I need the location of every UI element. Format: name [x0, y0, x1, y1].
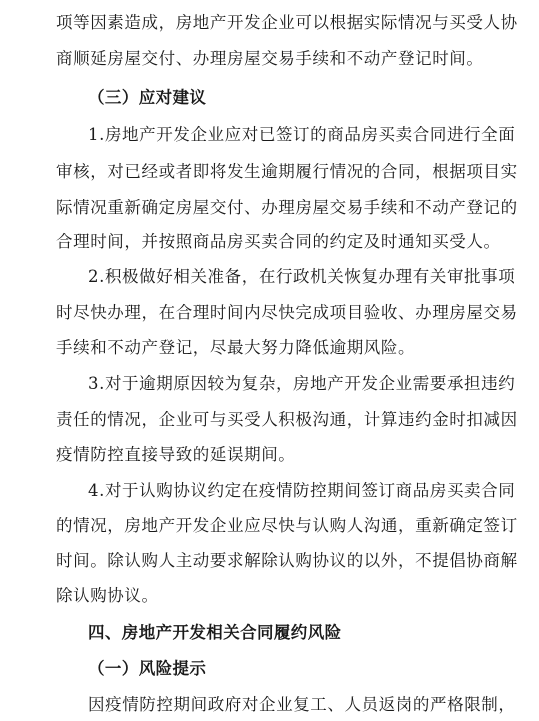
- section-heading: （三）应对建议: [88, 88, 207, 107]
- text-line: 3.对于逾期原因较为复杂，房地产开发企业需要承担违约: [88, 374, 516, 393]
- text-line: 手续和不动产登记，尽最大努力降低逾期风险。: [56, 338, 416, 357]
- text-line: 疫情防控直接导致的延误期间。: [56, 445, 296, 464]
- text-line: 的情况，房地产开发企业应尽快与认购人沟通，重新确定签订: [56, 516, 518, 535]
- text-line: 合理时间，并按照商品房买卖合同的约定及时通知买受人。: [56, 232, 501, 251]
- text-line: 时尽快办理，在合理时间内尽快完成项目验收、办理房屋交易: [56, 303, 518, 322]
- text-line: 际情况重新确定房屋交付、办理房屋交易手续和不动产登记的: [56, 198, 518, 217]
- text-line: 项等因素造成，房地产开发企业可以根据实际情况与买受人协: [56, 13, 518, 32]
- text-line: 除认购协议。: [56, 586, 159, 605]
- chapter-heading: 四、房地产开发相关合同履约风险: [88, 623, 342, 642]
- text-line: 商顺延房屋交付、办理房屋交易手续和不动产登记时间。: [56, 49, 484, 68]
- section-heading: （一）风险提示: [88, 659, 207, 678]
- text-line: 审核，对已经或者即将发生逾期履行情况的合同，根据项目实: [56, 162, 518, 181]
- text-line: 2.积极做好相关准备，在行政机关恢复办理有关审批事项: [88, 267, 516, 286]
- text-line: 1.房地产开发企业应对已签订的商品房买卖合同进行全面: [88, 125, 516, 144]
- text-line: 4.对于认购协议约定在疫情防控期间签订商品房买卖合同: [88, 481, 516, 500]
- text-line: 因疫情防控期间政府对企业复工、人员返岗的严格限制，: [88, 695, 516, 714]
- text-line: 时间。除认购人主动要求解除认购协议的以外，不提倡协商解: [56, 551, 518, 570]
- text-line: 责任的情况，企业可与买受人积极沟通，计算违约金时扣减因: [56, 410, 518, 429]
